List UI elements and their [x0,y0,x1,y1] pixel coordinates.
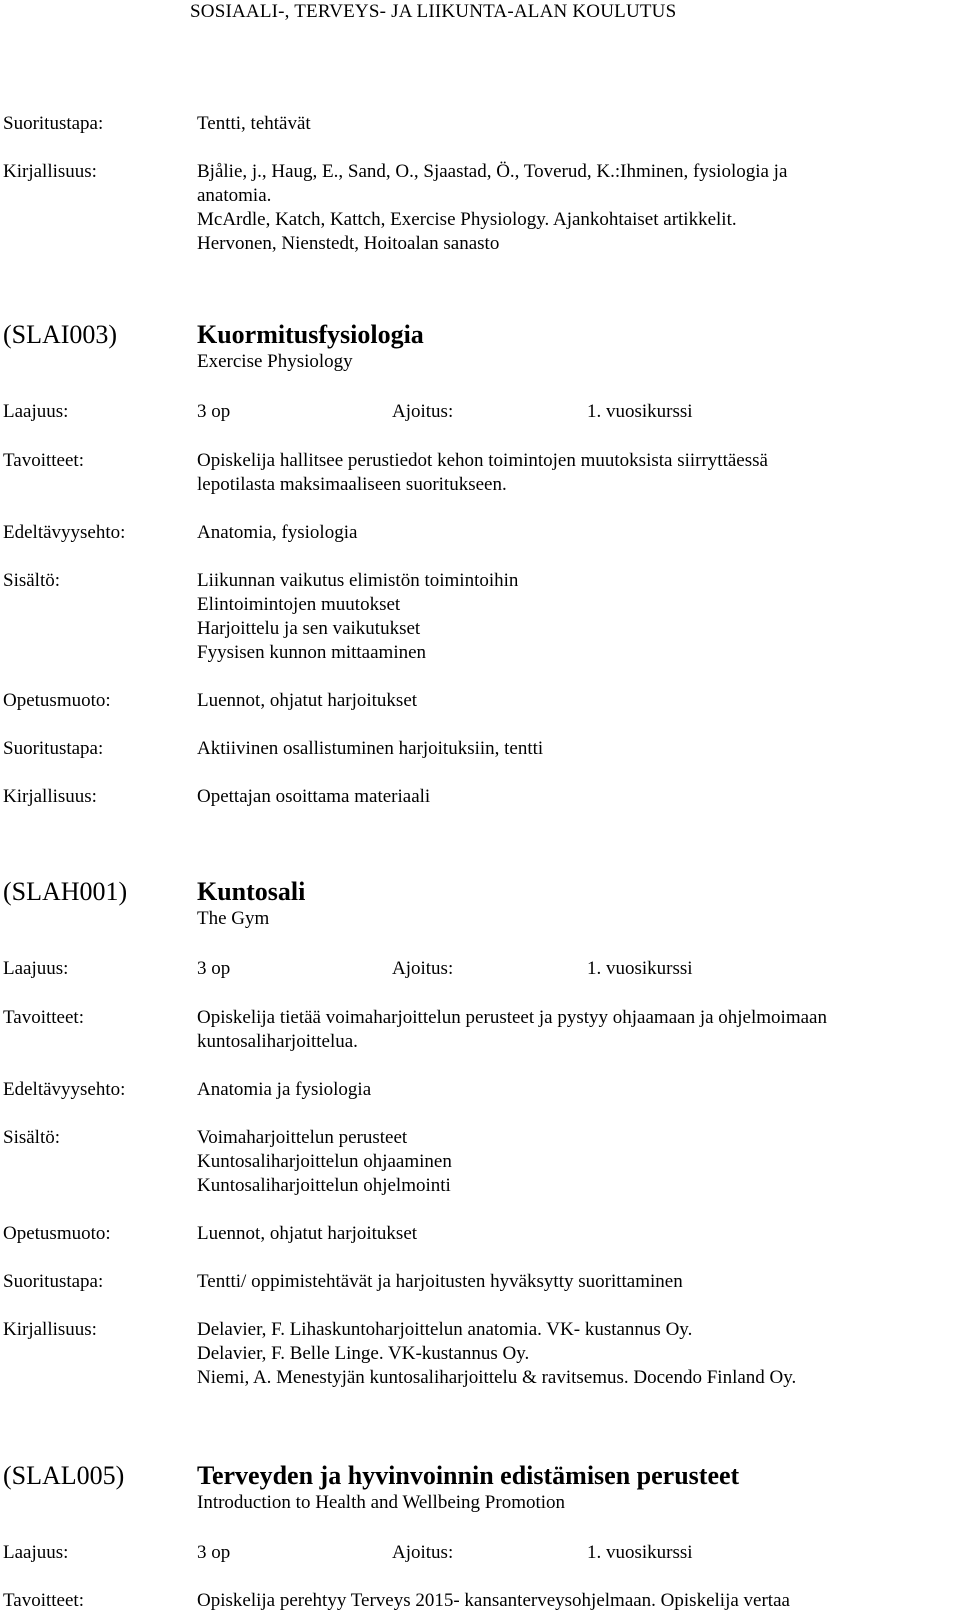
tavoitteet-label: Tavoitteet: [3,1590,84,1611]
edeltavyysehto-label: Edeltävyysehto: [3,1079,126,1100]
list-item: Voimaharjoittelun perusteet [197,1127,408,1148]
page-header: SOSIAALI-, TERVEYS- JA LIIKUNTA-ALAN KOULUTUS [190,1,677,22]
course-title: Terveyden ja hyvinvoinnin edistämisen perusteet [197,1461,740,1490]
suoritustapa-value: Aktiivinen osallistuminen harjoituksiin, tentti [197,738,544,759]
ajoitus-label: Ajoitus: [392,958,454,979]
laajuus-value: 3 op [197,1542,231,1563]
kirjallisuus-value: Opettajan osoittama materiaali [197,786,431,807]
laajuus-value: 3 op [197,401,231,422]
kirjallisuus-line: McArdle, Katch, Kattch, Exercise Physiology. Ajankohtaiset artikkelit. [197,209,737,230]
course-subtitle: Exercise Physiology [197,351,353,372]
course-title: Kuormitusfysiologia [197,320,424,349]
suoritustapa-label: Suoritustapa: [3,738,104,759]
course-code: (SLAL005) [3,1461,125,1490]
tavoitteet-label: Tavoitteet: [3,1007,84,1028]
kirjallisuus-label: Kirjallisuus: [3,1319,97,1340]
kirjallisuus-line: Bjålie, j., Haug, E., Sand, O., Sjaastad, Ö., Toverud, K.:Ihminen, fysiologia ja [197,161,788,182]
suoritustapa-label: Suoritustapa: [3,1271,104,1292]
ajoitus-label: Ajoitus: [392,1542,454,1563]
list-item: Elintoimintojen muutokset [197,594,401,615]
ajoitus-value: 1. vuosikurssi [587,1542,693,1563]
suoritustapa-value: Tentti, tehtävät [197,113,311,134]
edeltavyysehto-value: Anatomia, fysiologia [197,522,358,543]
course-code: (SLAH001) [3,877,128,906]
list-item: Fyysisen kunnon mittaaminen [197,642,427,663]
suoritustapa-label: Suoritustapa: [3,113,104,134]
kirjallisuus-label: Kirjallisuus: [3,161,97,182]
list-item: Kuntosaliharjoittelun ohjelmointi [197,1175,451,1196]
laajuus-value: 3 op [197,958,231,979]
sisalto-label: Sisältö: [3,570,61,591]
opetusmuoto-value: Luennot, ohjatut harjoitukset [197,690,418,711]
text-line: kuntosaliharjoittelua. [197,1031,358,1052]
course-title: Kuntosali [197,877,306,906]
reference-line: Delavier, F. Belle Linge. VK-kustannus Oy. [197,1343,530,1364]
list-item: Harjoittelu ja sen vaikutukset [197,618,421,639]
opetusmuoto-label: Opetusmuoto: [3,1223,111,1244]
course-subtitle: The Gym [197,908,270,929]
opetusmuoto-value: Luennot, ohjatut harjoitukset [197,1223,418,1244]
ajoitus-label: Ajoitus: [392,401,454,422]
list-item: Kuntosaliharjoittelun ohjaaminen [197,1151,452,1172]
edeltavyysehto-value: Anatomia ja fysiologia [197,1079,372,1100]
laajuus-label: Laajuus: [3,401,69,422]
course-subtitle: Introduction to Health and Wellbeing Promotion [197,1492,566,1513]
ajoitus-value: 1. vuosikurssi [587,958,693,979]
sisalto-value [197,569,957,665]
text-line: Opiskelija tietää voimaharjoittelun perusteet ja pystyy ohjaamaan ja ohjelmoimaan [197,1007,827,1028]
course-code: (SLAI003) [3,320,118,349]
reference-line: Niemi, A. Menestyjän kuntosaliharjoittelu & ravitsemus. Docendo Finland Oy. [197,1367,797,1388]
reference-line: Delavier, F. Lihaskuntoharjoittelun anatomia. VK- kustannus Oy. [197,1319,693,1340]
tavoitteet-value [197,1006,957,1054]
tavoitteet-label: Tavoitteet: [3,450,84,471]
ajoitus-value: 1. vuosikurssi [587,401,693,422]
kirjallisuus-line: Hervonen, Nienstedt, Hoitoalan sanasto [197,233,500,254]
tavoitteet-value: Opiskelija perehtyy Terveys 2015- kansanterveysohjelmaan. Opiskelija vertaa [197,1590,790,1611]
laajuus-label: Laajuus: [3,958,69,979]
edeltavyysehto-label: Edeltävyysehto: [3,522,126,543]
sisalto-label: Sisältö: [3,1127,61,1148]
text-line: Opiskelija hallitsee perustiedot kehon toimintojen muutoksista siirryttäessä [197,450,768,471]
text-line: lepotilasta maksimaaliseen suoritukseen. [197,474,507,495]
kirjallisuus-line: anatomia. [197,185,272,206]
laajuus-label: Laajuus: [3,1542,69,1563]
kirjallisuus-label: Kirjallisuus: [3,786,97,807]
suoritustapa-value: Tentti/ oppimistehtävät ja harjoitusten hyväksytty suorittaminen [197,1271,683,1292]
opetusmuoto-label: Opetusmuoto: [3,690,111,711]
kirjallisuus-value [197,1318,957,1390]
sisalto-value [197,1126,957,1198]
list-item: Liikunnan vaikutus elimistön toimintoihin [197,570,519,591]
tavoitteet-value [197,449,957,497]
kirjallisuus-value [197,160,957,256]
